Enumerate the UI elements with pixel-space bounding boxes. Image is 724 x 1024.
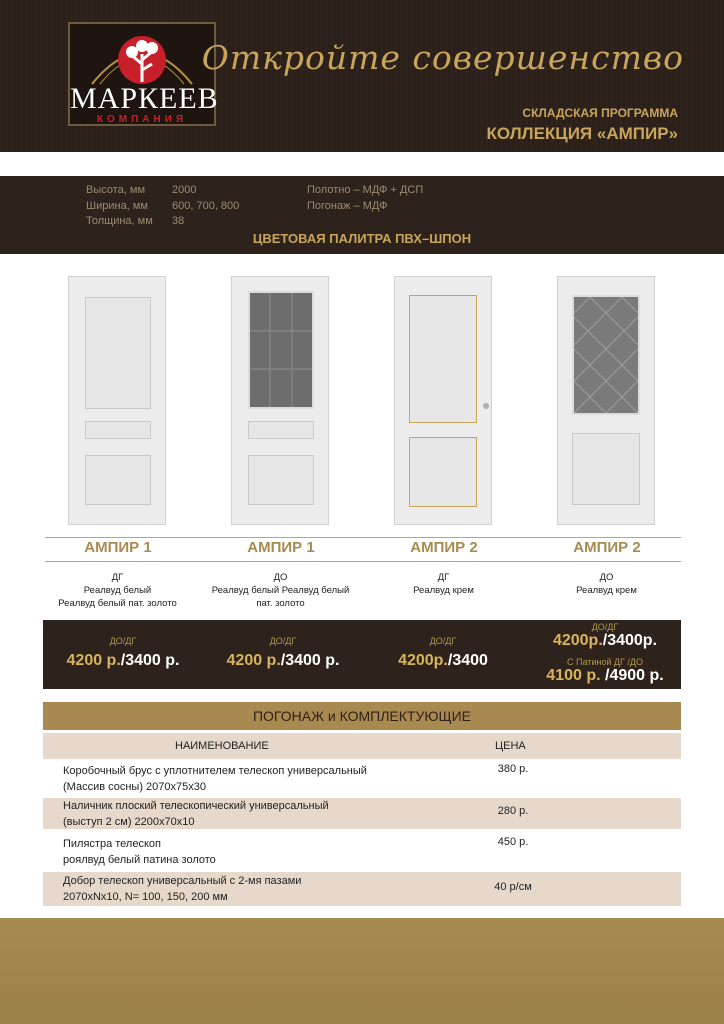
table-row (43, 798, 681, 829)
table-row (43, 762, 681, 796)
door-handle-icon (483, 403, 489, 409)
model-desc (193, 571, 368, 610)
row-price: 40 р/см (494, 881, 532, 893)
thickness-value: 38 (172, 215, 185, 227)
price-value: 4200 р./3400 р. (226, 652, 340, 669)
door-panel (85, 421, 151, 439)
door-panel (248, 455, 314, 505)
palette-title: ЦВЕТОВАЯ ПАЛИТРА ПВХ–ШПОН (252, 231, 472, 246)
model-name: АМПИР 2 (573, 539, 641, 556)
company-logo[interactable] (68, 22, 219, 126)
model-colors: Реалвуд крем (413, 585, 474, 596)
glass-diamond-icon (574, 297, 638, 413)
row-name: Добор телескоп универсальный с 2-мя пазами 2070хNх10, N= 100, 150, 200 мм (63, 875, 302, 903)
price-value-patina: 4100 р. /4900 р. (546, 667, 664, 684)
row-name: Наличник плоский телескопический универсальный (выступ 2 см) 2200х70х10 (63, 800, 329, 828)
door-ampir2-do[interactable] (557, 276, 655, 525)
model-type: ДГ (437, 572, 450, 583)
divider (45, 537, 681, 538)
price-value: 4200р./3400р. (552, 632, 658, 649)
col-price-header: ЦЕНА (495, 740, 526, 752)
price-value: 4200р./3400 (398, 652, 488, 669)
width-value: 600, 700, 800 (172, 200, 240, 212)
table-row (43, 833, 681, 869)
price-label-patina: С Патиной ДГ /ДО (567, 657, 643, 667)
door-panel (572, 433, 640, 505)
door-panel (85, 297, 151, 409)
col-name-header: НАИМЕНОВАНИЕ (175, 740, 269, 752)
door-panel (85, 455, 151, 505)
model-colors: пат. золото (256, 598, 305, 609)
price-label: ДО/ДГ (269, 636, 297, 646)
table-header (43, 733, 681, 759)
door-ampir2-dg[interactable] (394, 276, 492, 525)
row-price: 380 р. (497, 763, 529, 775)
model-name: АМПИР 2 (410, 539, 478, 556)
divider (45, 561, 681, 562)
collection-title: КОЛЛЕКЦИЯ «АМПИР» (486, 124, 678, 143)
model-type: ДГ (111, 572, 124, 583)
price-label: ДО/ДГ (109, 636, 137, 646)
model-colors: Реалвуд белый пат. золото (58, 598, 177, 609)
slogan: Откройте совершенство (201, 38, 684, 77)
door-glass (248, 291, 314, 409)
accessories-title: ПОГОНАЖ и КОМПЛЕКТУЮЩИЕ (43, 702, 681, 730)
height-value: 2000 (172, 184, 197, 196)
price-value: 4200 р./3400 р. (66, 652, 180, 669)
price-label: ДО/ДГ (591, 622, 619, 632)
model-colors: Реалвуд крем (576, 585, 637, 596)
door-ampir1-dg[interactable] (68, 276, 166, 525)
model-type: ДО (273, 572, 288, 583)
thickness-label: Толщина, мм (86, 215, 153, 227)
specs-band (0, 176, 724, 254)
canvas-material: Полотно – МДФ + ДСП (307, 184, 424, 196)
glass-grid-icon (250, 293, 312, 407)
logo-subtitle: КОМПАНИЯ (96, 114, 188, 125)
model-colors: Реалвуд белый (83, 585, 152, 596)
row-price: 280 р. (497, 805, 529, 817)
model-name: АМПИР 1 (84, 539, 152, 556)
width-label: Ширина, мм (86, 200, 148, 212)
price-label: ДО/ДГ (429, 636, 457, 646)
row-name: Пилястра телескоп роялвуд белый патина золото (63, 838, 216, 866)
door-panel (248, 421, 314, 439)
model-desc (519, 571, 694, 597)
table-row (43, 872, 681, 906)
door-ampir1-do[interactable] (231, 276, 329, 525)
door-panel-gold (409, 295, 477, 423)
prices-band (43, 620, 681, 689)
model-colors: Реалвуд белый Реалвуд белый (211, 585, 350, 596)
model-desc (30, 571, 205, 610)
door-panel-gold (409, 437, 477, 507)
row-price: 450 р. (497, 836, 529, 848)
height-label: Высота, мм (86, 184, 146, 196)
model-name: АМПИР 1 (247, 539, 315, 556)
logo-name: МАРКЕЕВ (70, 82, 219, 115)
model-type: ДО (599, 572, 614, 583)
row-name: Коробочный брус с уплотнителем телескоп универсальный (Массив сосны) 2070х75х30 (63, 765, 367, 793)
footer-band (0, 918, 724, 1024)
moulding-material: Погонаж – МДФ (307, 200, 388, 212)
header-band (0, 0, 724, 152)
program-title: СКЛАДСКАЯ ПРОГРАММА (522, 106, 678, 120)
door-glass (572, 295, 640, 415)
model-desc (356, 571, 531, 597)
